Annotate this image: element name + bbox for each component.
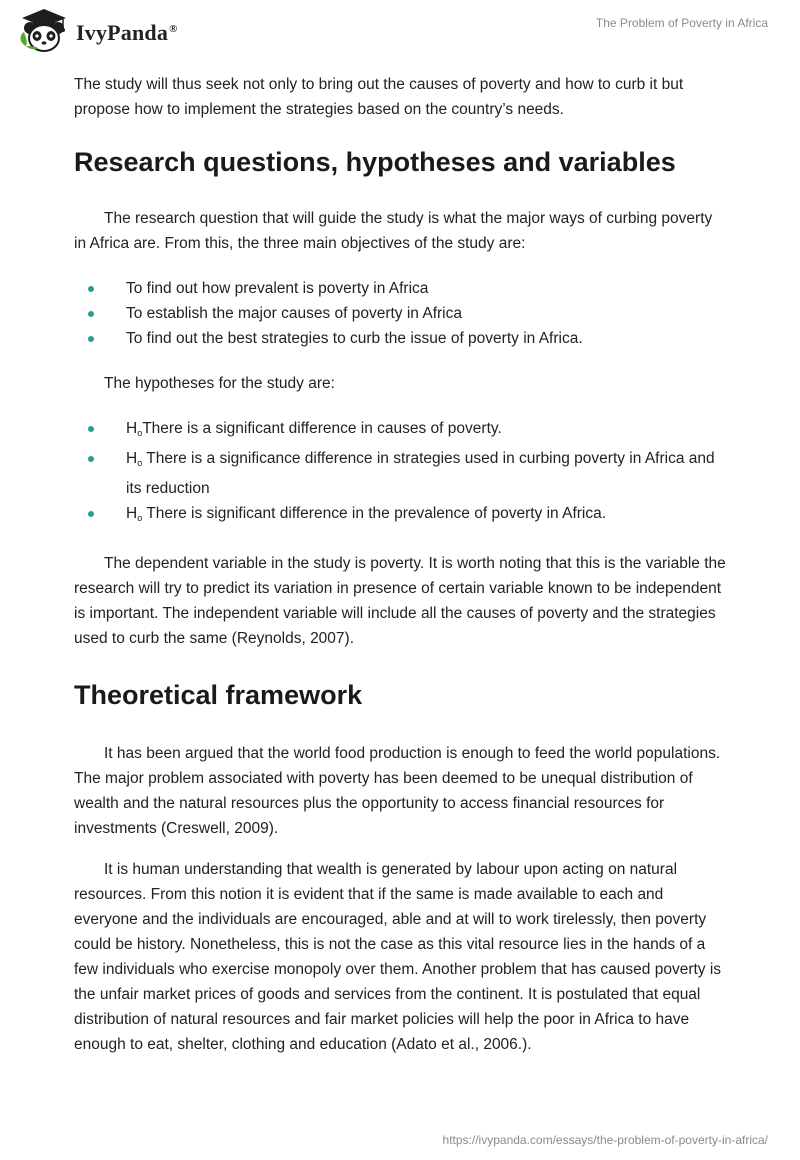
- variables-paragraph: The dependent variable in the study is poverty. It is worth noting that this is the variable the research will try to predict its variation in presence of certain variable known to be independent is important. The independent variable will include all the causes of poverty and the strategies used to curb the same (Reynolds, 2007).: [74, 555, 726, 647]
- section-heading-research: Research questions, hypotheses and variables: [74, 147, 676, 177]
- document-title: The Problem of Poverty in Africa: [595, 16, 768, 30]
- essay-content: [74, 72, 726, 1057]
- list-item: $H_o$ There is significant difference in the prevalence of poverty in Africa.: [74, 501, 726, 531]
- hypotheses-list: [74, 416, 726, 531]
- source-url[interactable]: https://ivypanda.com/essays/the-problem-of-poverty-in-africa/: [442, 1133, 768, 1147]
- section-heading-theoretical: Theoretical framework: [74, 680, 363, 710]
- bullet-icon: [88, 336, 94, 342]
- bullet-icon: [88, 511, 94, 517]
- ivypanda-logo[interactable]: [16, 6, 178, 54]
- page-header: [0, 0, 800, 62]
- hypotheses-intro: The hypotheses for the study are:: [104, 375, 335, 392]
- list-item: To find out the best strategies to curb the issue of poverty in Africa.: [74, 326, 726, 351]
- bullet-icon: [88, 456, 94, 462]
- list-item: $H_o$ There is a significance difference in strategies used in curbing poverty in Africa and its reduction: [74, 446, 726, 501]
- bullet-icon: [88, 311, 94, 317]
- brand-name: IvyPanda®: [76, 20, 178, 45]
- research-question-paragraph: The research question that will guide the study is what the major ways of curbing poverty in Africa are. From this, the three main objectives of the study are:: [74, 210, 713, 252]
- intro-paragraph: The study will thus seek not only to bring out the causes of poverty and how to curb it but propose how to implement the strategies based on the country’s needs.: [74, 76, 684, 118]
- list-item: To find out how prevalent is poverty in Africa: [74, 276, 726, 301]
- list-item: To establish the major causes of poverty in Africa: [74, 301, 726, 326]
- theory-paragraph-2: It is human understanding that wealth is generated by labour upon acting on natural resources. From this notion it is evident that if the same is made available to each and everyone and the individuals are encouraged, able and at will to work tirelessly, then poverty could be history. Nonetheless, this is not the case as this vital resource lies in the hands of a few individuals who exercise monopoly over them. Another problem that has caused poverty is the unfair market prices of goods and services from the continent. It is postulated that equal distribution of natural resources and fair market policies will help the poor in Africa to have enough to eat, shelter, clothing and education (Adato et al., 2006.).: [74, 861, 722, 1053]
- panda-mascot-icon: [16, 6, 72, 54]
- bullet-icon: [88, 286, 94, 292]
- bullet-icon: [88, 426, 94, 432]
- list-item: $H_oThere$ is a significant difference in causes of poverty.: [74, 416, 726, 446]
- theory-paragraph-1: It has been argued that the world food production is enough to feed the world populations. The major problem associated with poverty has been deemed to be unequal distribution of wealth and the natural resources plus the opportunity to access financial resources for investments (Creswell, 2009).: [74, 745, 721, 837]
- objectives-list: [74, 276, 726, 351]
